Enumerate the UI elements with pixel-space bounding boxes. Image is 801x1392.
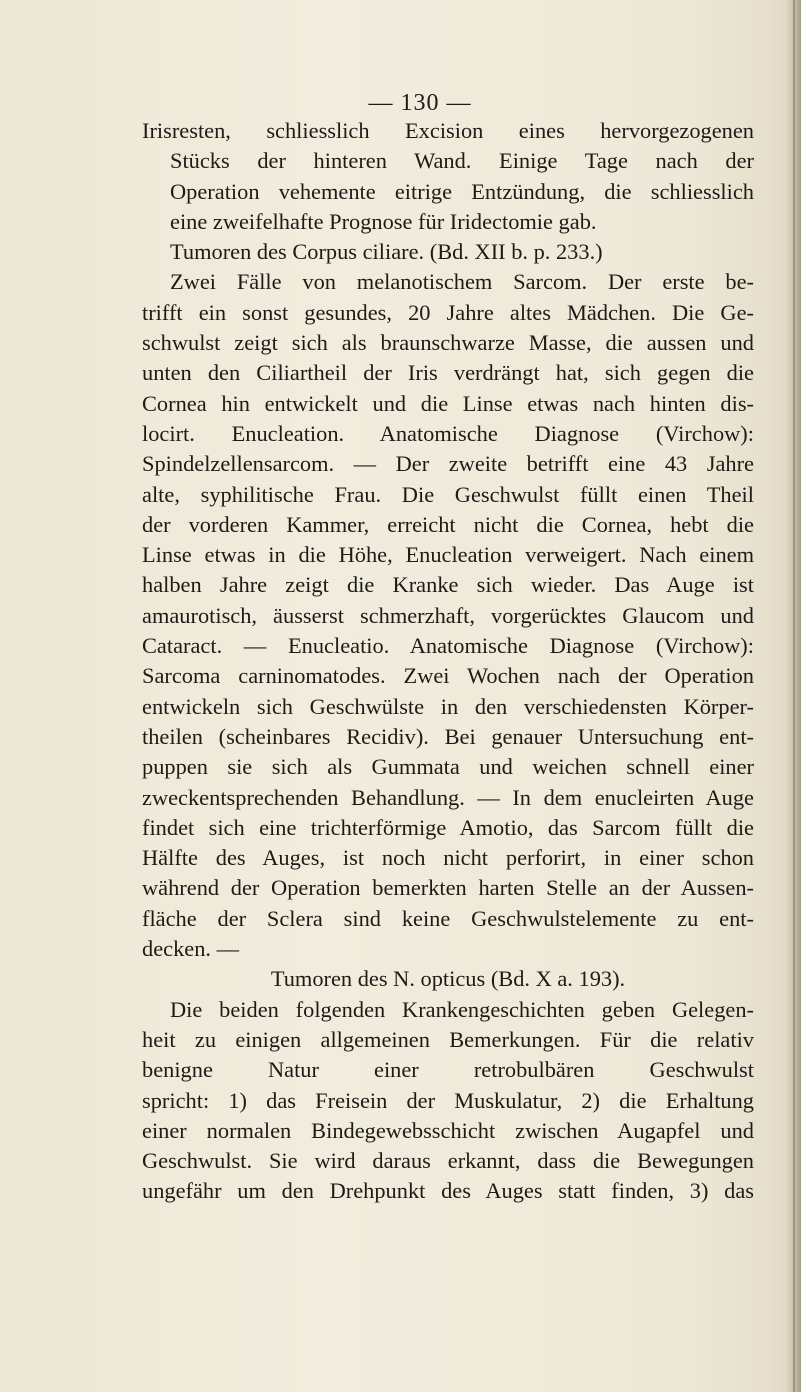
text-line: ungefähr um den Drehpunkt des Auges statt finden, 3) das (142, 1178, 754, 1204)
text-line: spricht: 1) das Freisein der Muskulatur, 2) die Erhaltung (142, 1087, 754, 1113)
text-line: trifft ein sonst gesundes, 20 Jahre altes Mädchen. Die Ge- (142, 299, 754, 325)
text-line: Spindelzellensarcom. — Der zweite betrifft eine 43 Jahre (142, 451, 754, 477)
text-line: fläche der Sclera sind keine Geschwulstelemente zu ent- (142, 905, 754, 931)
text-line: der vorderen Kammer, erreicht nicht die Cornea, hebt die (142, 511, 754, 537)
body-text (142, 116, 754, 1207)
text-line: alte, syphilitische Frau. Die Geschwulst füllt einen Theil (142, 481, 754, 507)
text-line: Cataract. — Enucleatio. Anatomische Diagnose (Virchow): (142, 633, 754, 659)
section-heading: Tumoren des Corpus ciliare. (Bd. XII b. p. 233.) (170, 239, 603, 265)
text-line: eine zweifelhafte Prognose für Iridectomie gab. (170, 208, 597, 234)
text-line: Zwei Fälle von melanotischem Sarcom. Der erste be- (170, 269, 754, 295)
text-line: theilen (scheinbares Recidiv). Bei genauer Untersuchung ent- (142, 723, 754, 749)
text-line: Die beiden folgenden Krankengeschichten geben Gelegen- (170, 996, 754, 1022)
text-line: einer normalen Bindegewebsschicht zwischen Augapfel und (142, 1117, 754, 1143)
text-line: Sarcoma carninomatodes. Zwei Wochen nach der Operation (142, 663, 754, 689)
text-line: Irisresten, schliesslich Excision eines hervorgezogenen (142, 118, 754, 143)
text-line: locirt. Enucleation. Anatomische Diagnose (Virchow): (142, 420, 754, 446)
text-line: entwickeln sich Geschwülste in den verschiedensten Körper- (142, 693, 754, 719)
text-line: findet sich eine trichterförmige Amotio, das Sarcom füllt die (142, 814, 754, 840)
text-line: halben Jahre zeigt die Kranke sich wieder. Das Auge ist (142, 572, 754, 598)
text-line: Cornea hin entwickelt und die Linse etwas nach hinten dis- (142, 390, 754, 416)
text-line: puppen sie sich als Gummata und weichen schnell einer (142, 754, 754, 780)
text-line: Linse etwas in die Höhe, Enucleation verweigert. Nach einem (142, 542, 754, 568)
page-number-header: — 130 — (368, 90, 472, 116)
text-line: zweckentsprechenden Behandlung. — In dem enucleirten Auge (142, 784, 754, 810)
section-heading: Tumoren des N. opticus (Bd. X a. 193). (270, 966, 626, 992)
text-line: amaurotisch, äusserst schmerzhaft, vorgerücktes Glaucom und (142, 602, 754, 628)
text-line: Stücks der hinteren Wand. Einige Tage nach der (170, 148, 754, 174)
text-line: unten den Ciliartheil der Iris verdrängt hat, sich gegen die (142, 360, 754, 386)
text-line: decken. — (142, 936, 239, 962)
text-line: Geschwulst. Sie wird daraus erkannt, dass die Bewegungen (142, 1148, 754, 1174)
text-line: heit zu einigen allgemeinen Bemerkungen. Für die relativ (142, 1026, 754, 1052)
text-line: Operation vehemente eitrige Entzündung, die schliesslich (170, 178, 754, 204)
text-line: benigne Natur einer retrobulbären Geschwulst (142, 1057, 754, 1083)
text-line: schwulst zeigt sich als braunschwarze Masse, die aussen und (142, 330, 754, 356)
text-line: während der Operation bemerkten harten Stelle an der Aussen- (142, 875, 754, 901)
text-line: Hälfte des Auges, ist noch nicht perforirt, in einer schon (142, 845, 754, 871)
page-edge-line (793, 0, 795, 1392)
